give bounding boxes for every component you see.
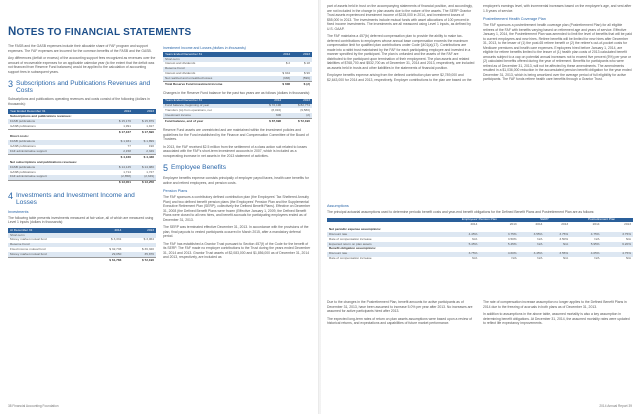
value-2014: $ 2 [285, 61, 291, 66]
paragraph: In 2013, the FAF received $2.5 million from the settlement of a class action suit related to losses associated with the FAF's short-term investment accounts in 2007, which is included as a nonoperating increase in net assets in the 2013 statement of activities. [163, 144, 307, 158]
row-label: Discount rate [327, 252, 440, 257]
table-caption: Investment Income and Losses (dollars in thousands) [163, 46, 246, 50]
table-header-cell: 2014 [91, 228, 124, 233]
bottom-column-1 [327, 300, 475, 329]
table-header-cell: Years Ended December 31 [163, 99, 254, 104]
table-row [327, 257, 633, 262]
value-2013: (2) [283, 113, 312, 118]
assumption-value: N/A [511, 256, 517, 261]
assumption-value: 4.75% [570, 232, 601, 237]
value-2013: (596) [292, 76, 312, 81]
row-label: Investment income [163, 113, 254, 118]
row-label: Total Reserve Fund investment income [163, 82, 271, 87]
assumption-value: N/A [544, 242, 570, 247]
value-2014: $ 61,786 [91, 258, 124, 263]
assumption-value: 3.55% [544, 252, 570, 257]
row-label: Fund balance, beginning of year [163, 104, 254, 109]
value-2014: 606 [254, 113, 283, 118]
assumption-value: 5.45% [440, 242, 479, 247]
row-label: Rate of compensation increase [329, 236, 372, 241]
section-text: Employee benefits expense consists principally of employer payroll taxes, health care benefits for active and retired employees, and pension costs. [163, 176, 309, 185]
value-2014: $ 14,145 [110, 165, 133, 170]
assumption-value: N/A [537, 256, 543, 261]
value-2013: $ 72,196 [283, 119, 312, 124]
value-2014: $ 17,167 [110, 129, 133, 134]
year-header-cell: 2013 [624, 222, 631, 227]
value-2014: $ 72,196 [254, 104, 283, 109]
row-label: FASB publications [8, 140, 110, 145]
assumption-value: N/A [594, 256, 600, 261]
page-footer: 38 Financial Accounting Foundation [8, 404, 59, 408]
value-2013: $ 36,320 [141, 247, 154, 252]
subscriptions-table [8, 109, 156, 185]
right-page [321, 0, 640, 414]
year-header-cell: 2014 [470, 222, 478, 227]
value-2014: 29,050 [91, 252, 124, 257]
paragraph: The SERP was terminated effective December 31, 2013. In accordance with the provisions of the plan, final payouts to vested participants occurred in March 2015, after a mandatory deferral period. [163, 225, 309, 238]
paragraph: The FAF sponsors a postretirement health coverage plan (Postretirement Plan) for all eligible retirees of the FAF with benefits varying based on retirement age and years of service. Effective January 1, 2014, the Postretirement Plan was amended to limit the level of benefits that will be paid to current employees and new hires. Retiree benefits will be limited for new hires after December 31, 2013, to the lesser of (1) the post-65 retiree benefit or (2) the retiree's out-of-pocket costs for Medicare premiums and health care expenses. Employees hired before January 1, 2014, are eligible for retiree benefits limited to the lesser of (1) health plan costs of 2013 calculated benefit amounts subject to a cap on potential annual increases not to exceed five percent (5%) per year or (2) calculated benefits offered during the year of retirement. Benefits for participants who were retired as of December 31, 2013, will not be affected by these amendments. The amendments resulted in a $1,036,000 reduction in the accumulated pension benefit obligation for the year ended December 31, 2013, which is being amortized over the average period of full eligibility for active participants. The FAF funds retiree health care benefits through a Grantor Trust. [483, 23, 632, 81]
value-2014: 1,991 [123, 123, 131, 128]
row-label: Expected return on plan assets [327, 242, 440, 247]
row-label: FAF administrative support [8, 175, 110, 180]
table-header-cell: Years Ended December 31 [163, 52, 271, 57]
value-2013: $ 72,196 [123, 258, 156, 263]
row-label: GASB publications [10, 123, 36, 128]
paragraph: The expected long-term rates of return on plan assets assumptions were based upon a review of historical returns, and expectations and capabilities of future market performance. [327, 316, 472, 325]
value-2013: $ 4,438 [133, 155, 156, 160]
subheading: Pension Plans [163, 189, 188, 193]
section-heading-4: 4 Investments and Investment Income and Losses [8, 190, 135, 206]
row-label: Discount rate [327, 232, 440, 237]
table-header-cell: Year Ended December 31 [8, 109, 110, 114]
table-header-cell: At December 31 [8, 228, 91, 233]
table-row [8, 258, 156, 263]
section-heading-5: 5 Employee Benefits [163, 163, 226, 173]
paragraph: Changes in the Reserve Fund balance for the past two years are as follows (dollars in thousands): [163, 91, 311, 96]
table-header-cell: 2014 [110, 109, 133, 114]
paragraph: The rate of compensation increase assumption no longer applies to the Defined Benefit Plans in 2014 due to the freezing of accruals in both plans as of December 31, 2013. [483, 300, 627, 309]
value-2014: (8,016) [271, 108, 282, 113]
assumption-value: 6.20% [602, 242, 633, 247]
year-header-cell: 2013 [561, 222, 569, 227]
intro-paragraph: The FASB and the GASB expenses include their allocable share of FAF program and support expenses. The FAF expenses are incurred for the common benefits of the FASB and the GASB. [8, 44, 152, 53]
value-2013: $ 13,258 [133, 180, 156, 185]
row-label: Short-term [8, 233, 91, 238]
assumption-value: 3.55% [519, 232, 545, 237]
assumption-value: 3.50% [559, 236, 569, 241]
row-label: FAF administrative support [8, 149, 110, 154]
row-label: Fixed income mutual fund [10, 247, 46, 252]
table-row [163, 119, 312, 124]
group-header-cell: Postretirement Plan [570, 218, 633, 223]
group-header-cell: SERP [519, 218, 571, 223]
right-column-2 [483, 4, 633, 85]
assumptions-table [327, 218, 633, 262]
value-2013: (9,580) [300, 108, 310, 113]
row-label: Rate of compensation increase [329, 256, 372, 261]
assumption-value: 4.45% [440, 232, 479, 237]
row-label: Short-term [163, 57, 271, 62]
table-row [8, 180, 156, 185]
section-text: Subscriptions and publications operating revenues and costs consist of the following (dollars in thousands): [8, 97, 150, 106]
assumptions-block [327, 200, 633, 265]
value-2013: $ (2) [292, 82, 312, 87]
subheading: Postretirement Health Coverage Plan [483, 17, 546, 21]
assumption-value: 3.75% [602, 232, 633, 237]
section-heading-3: 3 Subscriptions and Publications Revenues and Costs [8, 79, 151, 95]
table-header-cell: 2013 [283, 99, 312, 104]
assumption-value: 5.95% [570, 242, 601, 247]
paragraph: part of assets held in trust on the accompanying statements of financial position, and accordingly, are not included in the change in plan assets due to the nature of the assets. The SERP Grantor Trust assets experienced investment income of $228,000 in 2014, and investment losses of $55,000 in 2013. The investments include mutual funds with asset allocations of 100 percent in fixed income investments. The investments are all measured using Level 1 inputs, as defined by U.S. GAAP. [327, 4, 473, 31]
value-2014: 2,158 [110, 149, 133, 154]
year-header-cell: 2014 [535, 222, 543, 227]
value-2013: 35,876 [123, 252, 156, 257]
right-column-1 [327, 4, 475, 85]
assumption-value: 4.75% [602, 252, 633, 257]
year-header-cell: 2013 [509, 222, 517, 227]
intro-paragraph: Any differences (deficit or excess) of the accounting support fees recognized as revenues over the amount of recoverable expenses for an applicable calendar year (to the extent that the deficit was not financed from Reserve Fund balances) would be applied to the calculation of accounting support fees in subsequent years. [8, 56, 156, 74]
value-2014: $ 3,331 [111, 237, 122, 242]
value-2013: 1,727 [146, 169, 154, 174]
value-2014: 77 [127, 144, 131, 149]
row-label: Transfers (to) from operations, net [165, 108, 212, 113]
row-label: GASB publications [10, 144, 36, 149]
value-2013: 1,917 [146, 123, 154, 128]
assumption-value: N/A [472, 236, 478, 241]
row-label [8, 180, 110, 185]
group-header-cell: Employees' Pension Plan [440, 218, 519, 223]
value-2014: $ 1,931 [110, 140, 133, 145]
value-2014: $ 4,166 [110, 155, 133, 160]
value-2014: 1,714 [123, 169, 131, 174]
page-title: NOTES TO FINANCIAL STATEMENTS [8, 26, 192, 38]
paragraph: The FAF maintains a 457(b) deferred compensation plan to provide the ability to make tax-deferred contributions to employees whose annual base compensation exceeds the maximum compensation limit for qualified plan contributions under Code §401(a)(17). Contributions are made into a rabbi trust maintained by the FAF for each participating employee and invested in a manner specified by the participant. The plan is unfunded and the assets of the FAF are distributed to the participant upon termination of their employment. The plan assets and related liabilities of $768,700 and $532,700 as of December 31, 2014 and 2013, respectively, are included as assets held in trusts and other liabilities in the statements of financial position. [327, 34, 475, 70]
assumption-value: 3.50% [507, 236, 517, 241]
value-2014: $ 13,001 [110, 180, 133, 185]
assumption-value: N/A [472, 256, 478, 261]
value-2013: $ 96 [303, 71, 310, 76]
table-header-cell: 2014 [271, 52, 292, 57]
value-2014: $ 67,696 [254, 119, 283, 124]
value-2013: $ 1,899 [133, 140, 156, 145]
paragraph: In addition to assumptions in the above table, assumed mortality is also a key assumption in determining benefit obligations. At December 31, 2014, the assumed mortality rates were updated to reflect life expectancy improvements. [483, 312, 630, 325]
assumption-value: 3.75% [544, 232, 570, 237]
value-2014: $ 944 [282, 71, 291, 76]
value-2013: (2,349) [133, 175, 156, 180]
assumption-value: N/A [537, 236, 543, 241]
value-2014: $ 15,176 [110, 119, 133, 124]
assumption-value: 3.75% [479, 232, 518, 237]
value-2014: (338) [271, 76, 292, 81]
investment-income-table [163, 52, 312, 87]
value-2013: $ 15,879 [133, 119, 156, 124]
table-header-cell: 2013 [123, 228, 156, 233]
value-2013: $ 82,774 [283, 104, 312, 109]
row-label: Money market mutual fund [10, 237, 47, 242]
value-2014: $ 606 [271, 82, 292, 87]
assumption-value: 3.45% [519, 252, 545, 257]
row-label: Interest and dividends [165, 71, 196, 76]
assumption-value: 4.60% [479, 252, 518, 257]
assumption-value: N/A [562, 256, 569, 261]
row-label: Subscriptions and publications revenues: [10, 113, 72, 118]
bottom-column-2 [483, 300, 633, 329]
year-header-cell: 2014 [592, 222, 600, 227]
left-page [0, 0, 319, 414]
value-2013: $ 18 [303, 61, 310, 66]
row-label: Interest and dividends [165, 61, 196, 66]
row-label [8, 258, 91, 263]
paragraph: employee's earnings level, with incremental increases based on the employee's age, and vest after 1.5 years of service. [483, 4, 632, 13]
reserve-fund-table [163, 99, 312, 124]
row-label: Net periodic expense assumptions: [329, 226, 382, 231]
table-header-cell: 2013 [292, 52, 312, 57]
assumption-value: N/A [625, 256, 631, 261]
row-label: Net realized and unrealized losses [163, 76, 271, 81]
value-2013: $ 14,980 [133, 165, 156, 170]
row-label: Net subscriptions and publications revenues: [10, 159, 78, 164]
row-label: Reserve Fund [8, 243, 91, 248]
table-header-cell: 2013 [133, 109, 156, 114]
row-label: FASB publications [8, 165, 110, 170]
investments-table [8, 228, 156, 263]
row-label: Fund balance, end of year [163, 119, 254, 124]
row-label: GASB publications [10, 169, 36, 174]
paragraph: The principal actuarial assumptions used to determine periodic benefit costs and year-end benefit obligations for the Defined Benefit Plans and Postretirement Plan are as follows: [327, 210, 595, 214]
section-text: The following table presents investments measured at fair value, all of which are measured using Level 1 inputs (dollars in thousands): [8, 215, 154, 225]
row-label: FASB publications [8, 119, 110, 124]
page-footer: 2014 Annual Report 39 [599, 404, 632, 408]
row-label: Reserve Fund [163, 67, 271, 72]
assumption-value: 3.75% [440, 252, 479, 257]
table-row [163, 82, 312, 87]
row-label: Money market mutual fund [8, 252, 91, 257]
value-2014: (2,858) [110, 175, 133, 180]
paragraph: Reserve Fund assets are unrestricted and are maintained within the investment policies and guidelines for the Fund established by the Finance and Compensation Committee of the Board of Trustees. [163, 128, 309, 141]
table-header-cell: 2014 [254, 99, 283, 104]
left-column-1 [8, 44, 156, 267]
value-2013: 2,349 [133, 149, 156, 154]
value-2013: $ 17,696 [133, 129, 156, 134]
assumption-value: N/A [594, 236, 600, 241]
assumption-value: 5.45% [479, 242, 518, 247]
subheading: Assumptions [327, 204, 349, 208]
value-2013: $ 3,064 [143, 237, 154, 242]
assumption-value: N/A [625, 236, 631, 241]
paragraph: Due to the changes in the Postretirement Plan, benefit amounts for active participants as of December 31, 2013, have been assumed to increase 5.0% per year after 2013. No increases are assumed for active participants hired after 2013. [327, 300, 473, 313]
row-label: Direct costs: [10, 134, 29, 139]
value-2014: $ 32,736 [109, 247, 122, 252]
paragraph: The FAF sponsors a contributory defined contribution plan (the Employees' Tax Sheltered Annuity Plan) and two defined benefit pension plans (the Employees' Pension Plan and the Supplemental Executive Retirement Plan (SERP), collectively the Defined Benefit Plans). Effective on December 31, 2008 (the Defined Benefit Plans were frozen (Effective January 1, 2009, the Defined Benefit Plans were closed to all new hires, and benefit accruals for participating employees ended as of December 31, 2013. [163, 195, 311, 222]
row-label: Benefit obligation assumptions: [329, 246, 377, 251]
left-column-2 [163, 44, 312, 263]
paragraph: Employee benefits expense arising from the defined contribution plan were $2,789,000 and $2,643,000 for 2014 and 2013, respectively. Employer contributions to the plan are based on the [327, 73, 472, 82]
subheading: Investments [8, 209, 29, 214]
value-2013: 190 [148, 144, 154, 149]
assumption-value: 4.05% [570, 252, 601, 257]
paragraph: The FAF has established a Grantor Trust pursuant to Section 457(f) of the Code for the benefit of its SERP. The FAF made no employer contributions to the Trust during the years ended December 31, 2014 and 2013. Grantor Trust assets of $2,083,000 and $1,856,000 as of December 31, 2014 and 2013, respectively, are included as [163, 241, 311, 259]
assumption-value: N/A [519, 242, 545, 247]
